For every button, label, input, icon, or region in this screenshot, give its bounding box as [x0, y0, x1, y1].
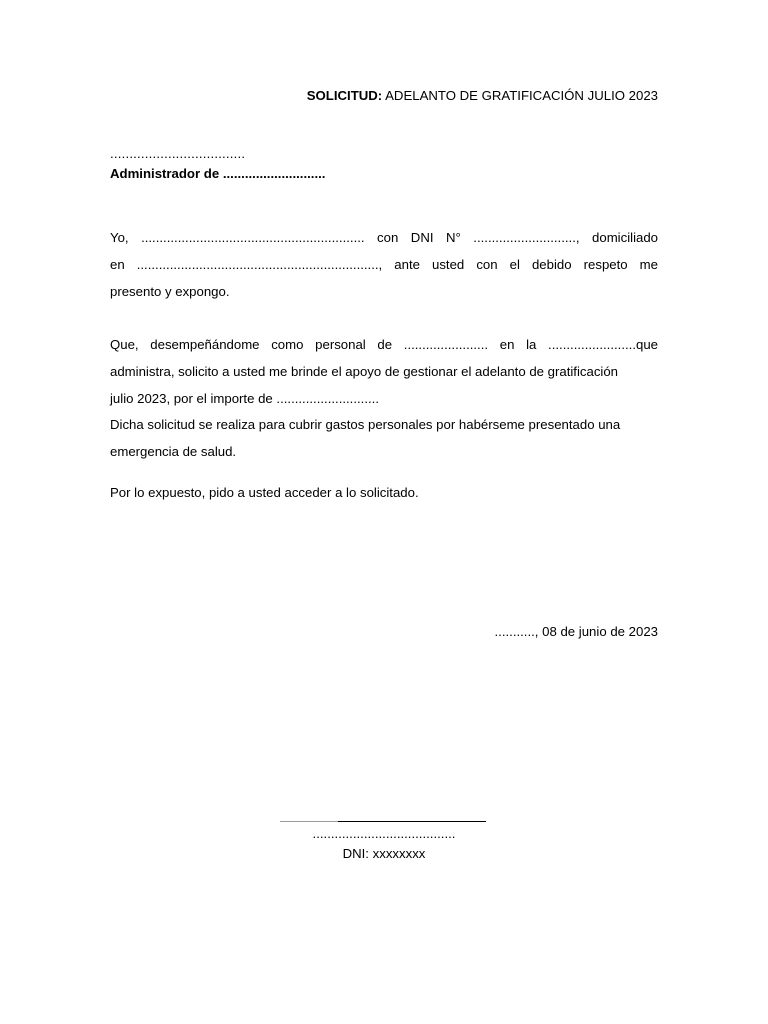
paragraph-closing	[110, 479, 658, 506]
document-title	[307, 88, 658, 103]
paragraph-introduction	[110, 224, 658, 305]
signature-rule-faint	[280, 821, 338, 822]
paragraph-line: Dicha solicitud se realiza para cubrir gastos personales por habérseme presentado una	[110, 417, 621, 432]
title-text: ADELANTO DE GRATIFICACIÓN JULIO 2023	[382, 88, 658, 103]
signature-dni: DNI: xxxxxxxx	[342, 846, 426, 861]
recipient-admin-line: Administrador de ............................	[110, 166, 326, 181]
paragraph-line: presento y expongo.	[110, 284, 230, 299]
paragraph-reason	[110, 411, 658, 465]
paragraph-line: julio 2023, por el importe de ............................	[110, 391, 379, 406]
paragraph-line: emergencia de salud.	[110, 444, 237, 459]
date-line: ..........., 08 de junio de 2023	[494, 624, 658, 639]
signature-name-placeholder: .......................................	[312, 826, 456, 841]
paragraph-line: Por lo expuesto, pido a usted acceder a lo solicitado.	[110, 485, 419, 500]
recipient-name-placeholder: ...................................	[110, 146, 246, 161]
paragraph-line: administra, solicito a usted me brinde el apoyo de gestionar el adelanto de gratificación	[110, 364, 619, 379]
paragraph-request	[110, 331, 658, 412]
paragraph-line: Yo, ............................................................. con DNI N° ............................, domiciliado	[110, 230, 658, 245]
title-label: SOLICITUD:	[306, 88, 383, 103]
paragraph-line: en .................................................................., ante usted con el debido respeto me	[110, 257, 658, 272]
paragraph-line: Que, desempeñándome como personal de ....................... en la ........................que	[110, 337, 658, 352]
